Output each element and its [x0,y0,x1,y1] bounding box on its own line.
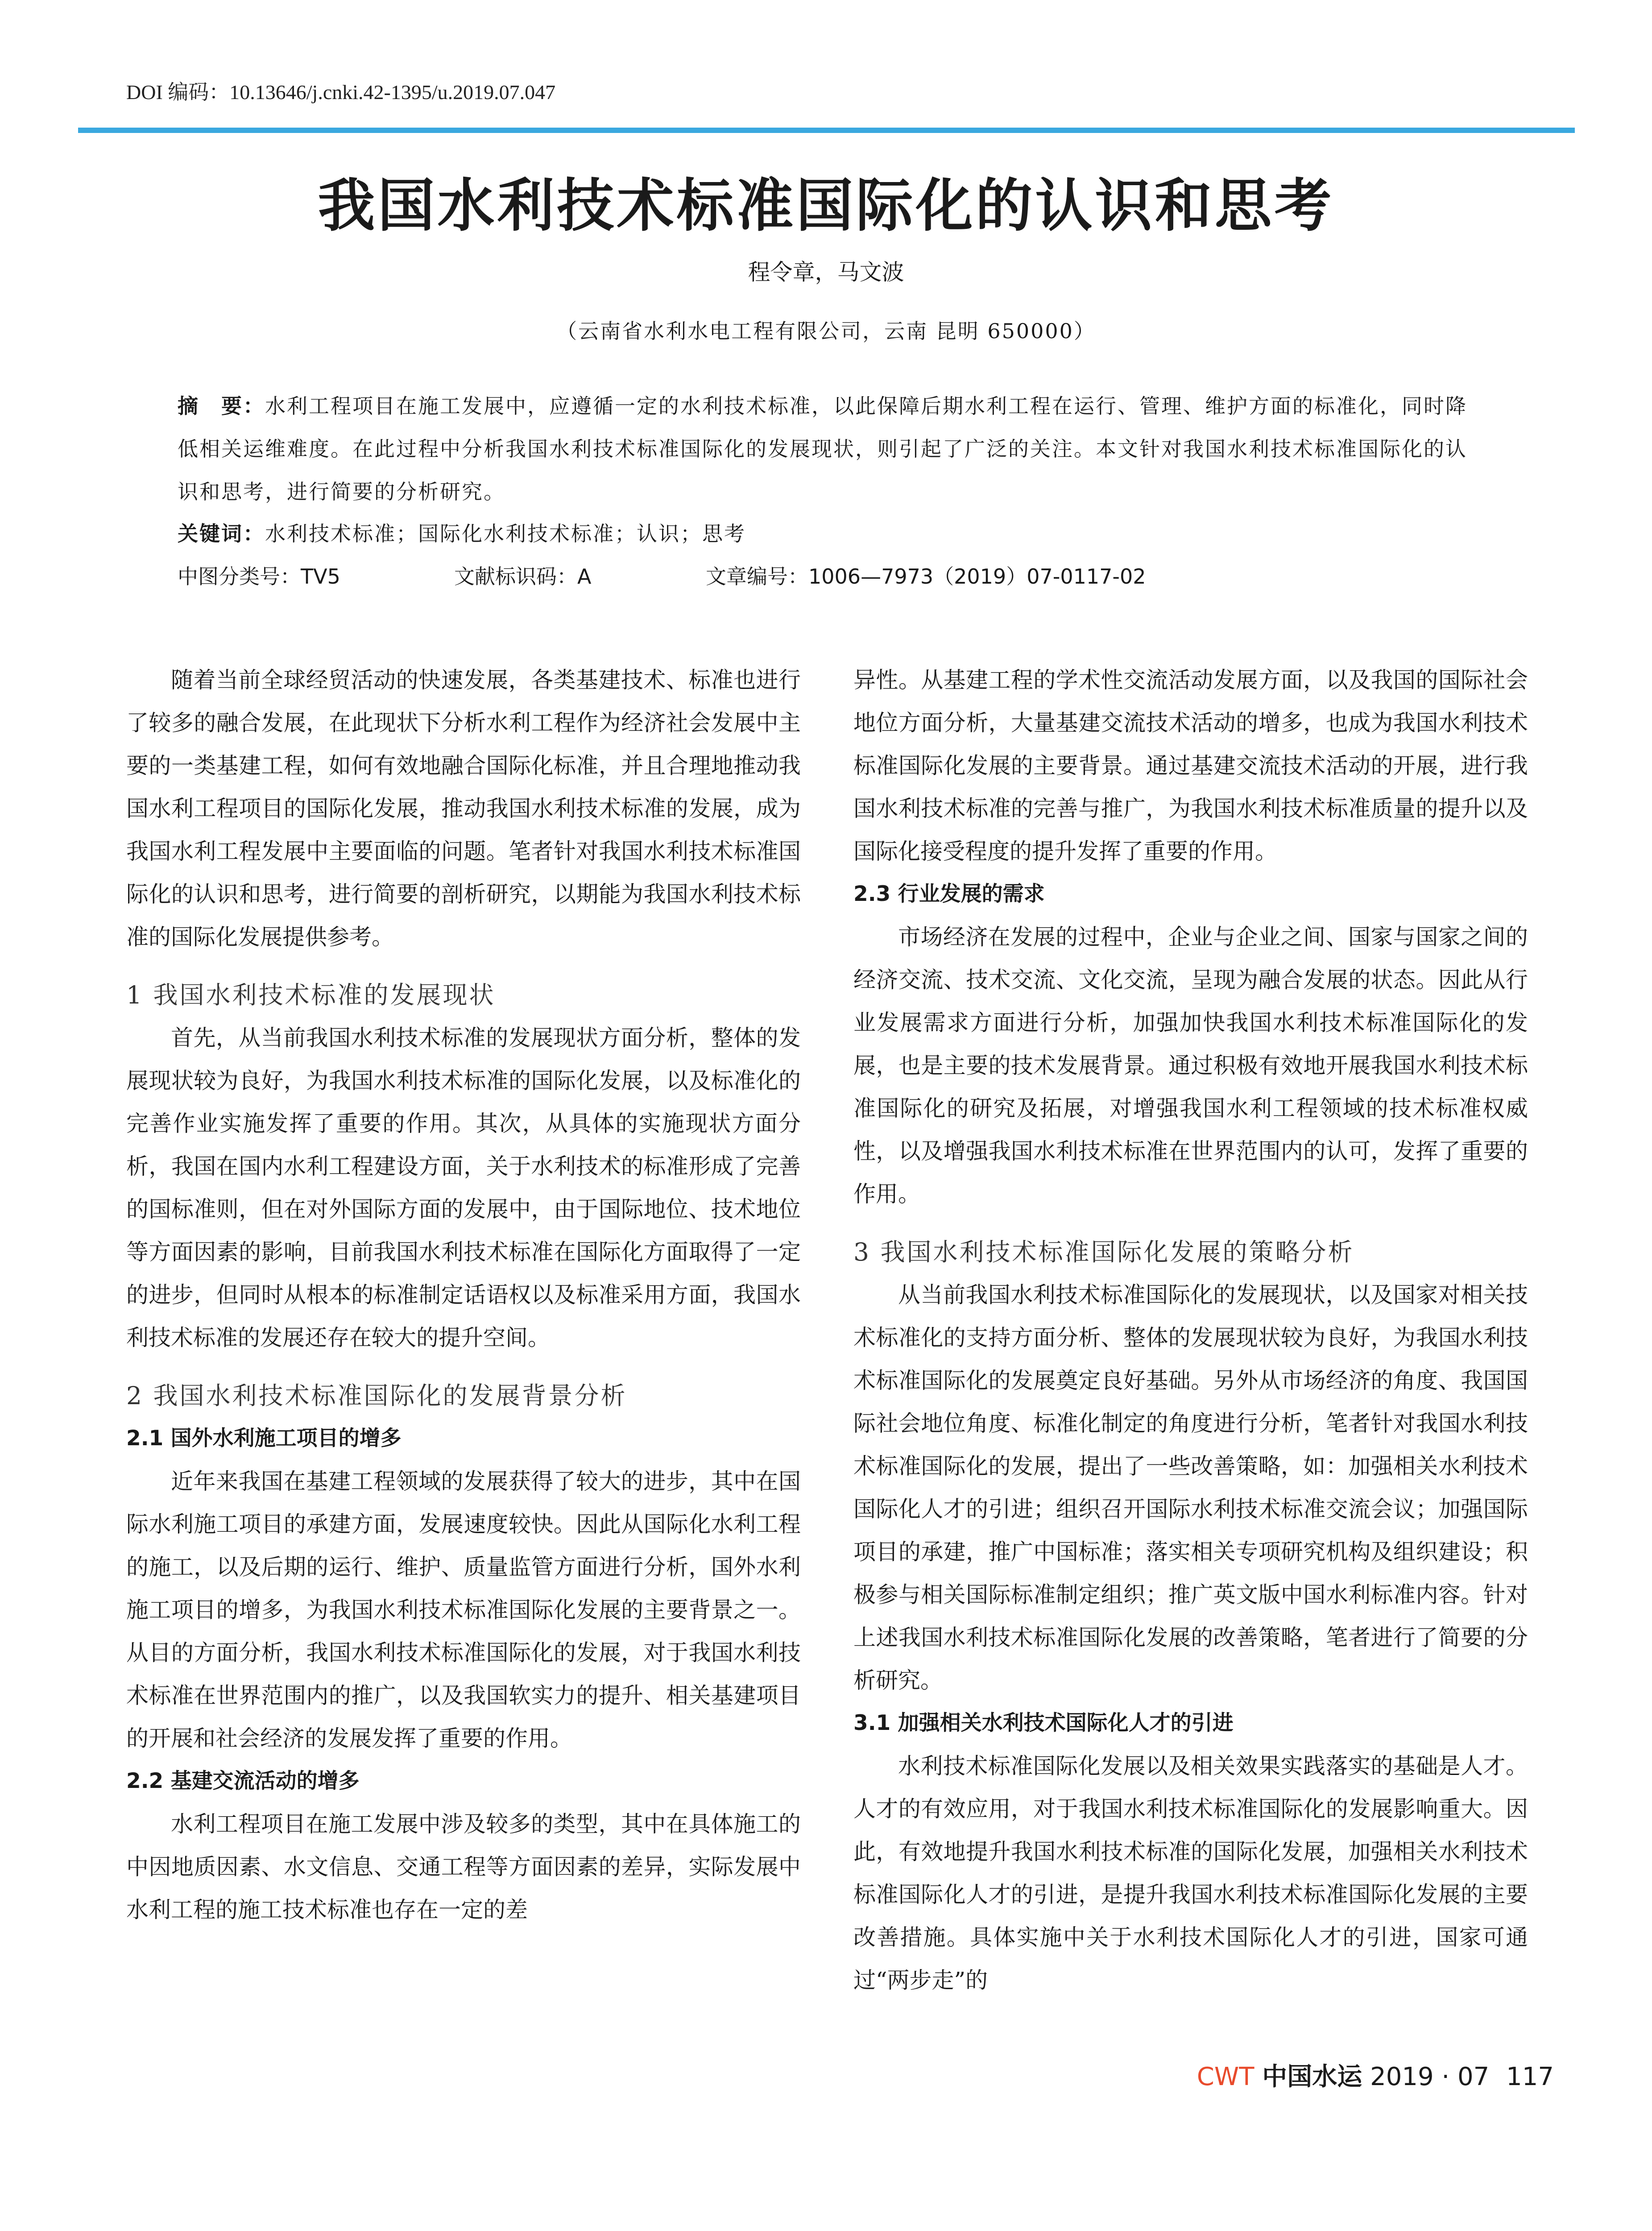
left-column [126,659,801,1931]
continued-paragraph: 异性。从基建工程的学术性交流活动发展方面，以及我国的国际社会地位方面分析，大量基建交流技术活动的增多，也成为我国水利技术标准国际化发展的主要背景。通过基建交流技术活动的开展，进行我国水利技术标准的完善与推广，为我国水利技术标准质量的提升以及国际化接受程度的提升发挥了重要的作用。 [853,667,1528,864]
section-heading-2: 2 我国水利技术标准国际化的发展背景分析 [126,1381,627,1410]
page-number: 117 [1506,2062,1554,2091]
section-heading-1: 1 我国水利技术标准的发展现状 [126,981,496,1009]
subsection-2-2-paragraph: 水利工程项目在施工发展中涉及较多的类型，其中在具体施工的中因地质因素、水文信息、交通工程等方面因素的差异，实际发展中水利工程的施工技术标准也存在一定的差 [126,1811,801,1923]
issue-number: 2019 · 07 [1370,2062,1490,2091]
section-1-paragraph: 首先，从当前我国水利技术标准的发展现状方面分析，整体的发展现状较为良好，为我国水利技术标准的国际化发展，以及标准化的完善作业实施发挥了重要的作用。其次，从具体的实施现状方面分析，我国在国内水利工程建设方面，关于水利技术的标准形成了完善的国标准则，但在对外国际方面的发展中，由于国际地位、技术地位等方面因素的影响，目前我国水利技术标准在国际化方面取得了一定的进步，但同时从根本的标准制定话语权以及标准采用方面，我国水利技术标准的发展还存在较大的提升空间。 [126,1025,801,1351]
right-column [853,659,1528,2002]
subsection-2-3-paragraph: 市场经济在发展的过程中，企业与企业之间、国家与国家之间的经济交流、技术交流、文化交流，呈现为融合发展的状态。因此从行业发展需求方面进行分析，加强加快我国水利技术标准国际化的发展，也是主要的技术发展背景。通过积极有效地开展我国水利技术标准国际化的研究及拓展，对增强我国水利工程领域的技术标准权威性，以及增强我国水利技术标准在世界范围内的认可，发挥了重要的作用。 [853,924,1528,1207]
article-number: 文章编号：1006—7973（2019）07-0117-02 [706,564,1146,589]
doi-line: DOI 编码：10.13646/j.cnki.42-1395/u.2019.07.047 [126,81,556,104]
abstract-label: 摘 要： [178,394,265,418]
section-3-paragraph: 从当前我国水利技术标准国际化的发展现状，以及国家对相关技术标准化的支持方面分析、整体的发展现状较为良好，为我国水利技术标准国际化的发展奠定良好基础。另外从市场经济的角度、我国国际社会地位角度、标准化制定的角度进行分析，笔者针对我国水利技术标准国际化的发展，提出了一些改善策略，如：加强相关水利技术国际化人才的引进；组织召开国际水利技术标准交流会议；加强国际项目的承建，推广中国标准；落实相关专项研究机构及组织建设；积极参与相关国际标准制定组织；推广英文版中国水利标准内容。针对上述我国水利技术标准国际化发展的改善策略，笔者进行了简要的分析研究。 [853,1282,1528,1693]
subsection-2-1-paragraph: 近年来我国在基建工程领域的发展获得了较大的进步，其中在国际水利施工项目的承建方面，发展速度较快。因此从国际化水利工程的施工，以及后期的运行、维护、质量监管方面进行分析，国外水利施工项目的增多，为我国水利技术标准国际化发展的主要背景之一。从目的方面分析，我国水利技术标准国际化的发展，对于我国水利技术标准在世界范围内的推广，以及我国软实力的提升、相关基建项目的开展和社会经济的发展发挥了重要的作用。 [126,1468,801,1751]
cwt-logo: CWT [1197,2062,1255,2091]
magazine-name: 中国水运 [1262,2062,1362,2091]
section-heading-3: 3 我国水利技术标准国际化发展的策略分析 [853,1238,1354,1266]
keywords-text: 水利技术标准；国际化水利技术标准；认识；思考 [265,522,746,546]
document-code: 文献标识码：A [454,564,592,589]
intro-paragraph: 随着当前全球经贸活动的快速发展，各类基建技术、标准也进行了较多的融合发展，在此现状下分析水利工程作为经济社会发展中主要的一类基建工程，如何有效地融合国际化标准，并且合理地推动我国水利工程项目的国际化发展，推动我国水利技术标准的发展，成为我国水利工程发展中主要面临的问题。笔者针对我国水利技术标准国际化的认识和思考，进行简要的剖析研究，以期能为我国水利技术标准的国际化发展提供参考。 [126,667,801,950]
subsection-heading-2-1: 2.1 国外水利施工项目的增多 [126,1426,402,1451]
subsection-heading-3-1: 3.1 加强相关水利技术国际化人才的引进 [853,1711,1234,1735]
abstract-text: 水利工程项目在施工发展中，应遵循一定的水利技术标准，以此保障后期水利工程在运行、管理、维护方面的标准化，同时降低相关运维难度。在此过程中分析我国水利技术标准国际化的发展现状，则引起了广泛的关注。本文针对我国水利技术标准国际化的认识和思考，进行简要的分析研究。 [178,394,1467,504]
author-list: 程令章，马文波 [748,259,904,285]
page-footer [1197,2057,1554,2093]
subsection-3-1-paragraph: 水利技术标准国际化发展以及相关效果实践落实的基础是人才。人才的有效应用，对于我国水利技术标准国际化的发展影响重大。因此，有效地提升我国水利技术标准的国际化发展，加强相关水利技术标准国际化人才的引进，是提升我国水利技术标准国际化发展的主要改善措施。具体实施中关于水利技术国际化人才的引进，国家可通过“两步走”的 [853,1753,1528,1993]
abstract [178,385,1480,513]
affiliation: （云南省水利水电工程有限公司，云南 昆明 650000） [556,319,1096,343]
header-rule [78,128,1575,133]
classification-line [178,555,1480,598]
keywords [178,512,1480,555]
keywords-label: 关键词： [178,522,265,546]
paper-title: 我国水利技术标准国际化的认识和思考 [318,172,1334,239]
subsection-heading-2-2: 2.2 基建交流活动的增多 [126,1769,360,1793]
clc-number: 中图分类号：TV5 [178,564,340,589]
subsection-heading-2-3: 2.3 行业发展的需求 [853,882,1045,906]
